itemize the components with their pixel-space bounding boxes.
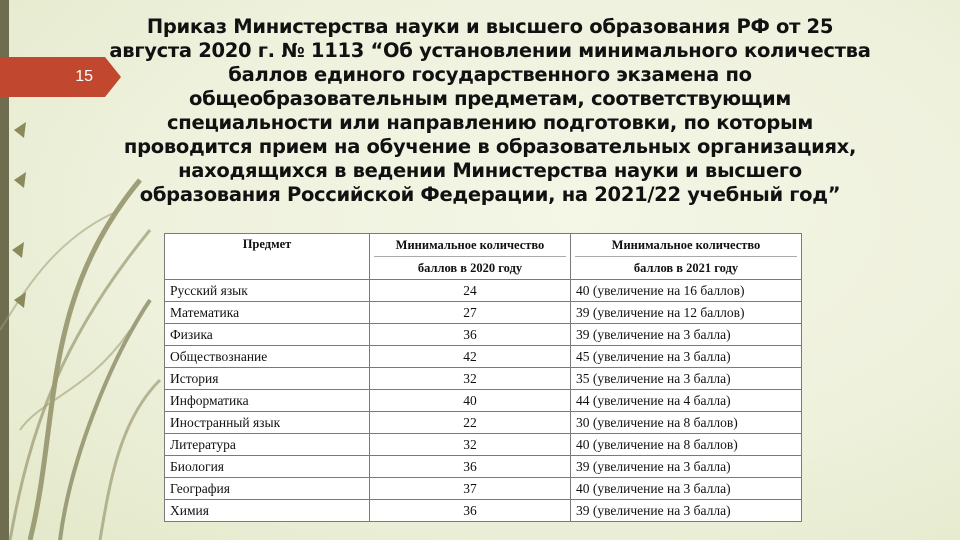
score-2021-cell: 39 (увеличение на 3 балла)	[571, 456, 802, 478]
table-row	[165, 368, 802, 390]
table-row	[165, 302, 802, 324]
subject-cell: Литература	[165, 434, 370, 456]
header-2021	[571, 234, 802, 280]
subject-cell: География	[165, 478, 370, 500]
title-line: общеобразовательным предметам, соответствующим	[188, 87, 792, 110]
score-2020-cell: 42	[370, 346, 571, 368]
title-line: образования Российской Федерации, на 2021/22 учебный год”	[139, 183, 841, 206]
score-2021-cell: 44 (увеличение на 4 балла)	[571, 390, 802, 412]
subject-cell: Биология	[165, 456, 370, 478]
header-2020	[370, 234, 571, 280]
score-2020-cell: 36	[370, 500, 571, 522]
slide-number: 15	[0, 57, 105, 97]
header-2020-line2: баллов в 2020 году	[417, 261, 523, 275]
score-2020-cell: 36	[370, 456, 571, 478]
score-2020-cell: 37	[370, 478, 571, 500]
table-row	[165, 478, 802, 500]
title-line: находящихся в ведении Министерства науки и высшего	[178, 159, 802, 182]
score-2020-cell: 24	[370, 280, 571, 302]
min-scores-table	[164, 233, 802, 522]
score-2021-cell: 39 (увеличение на 3 балла)	[571, 500, 802, 522]
subject-cell: Обществознание	[165, 346, 370, 368]
header-subject: Предмет	[165, 234, 370, 280]
table-row	[165, 346, 802, 368]
title-line: августа 2020 г. № 1113 “Об установлении минимального количества	[109, 39, 871, 62]
table-row	[165, 412, 802, 434]
score-2021-cell: 39 (увеличение на 3 балла)	[571, 324, 802, 346]
score-2020-cell: 36	[370, 324, 571, 346]
score-2021-cell: 45 (увеличение на 3 балла)	[571, 346, 802, 368]
title-line: Приказ Министерства науки и высшего образования РФ от 25	[146, 15, 834, 38]
score-2021-cell: 30 (увеличение на 8 баллов)	[571, 412, 802, 434]
score-2020-cell: 22	[370, 412, 571, 434]
header-2021-line2: баллов в 2021 году	[633, 261, 739, 275]
table-row	[165, 390, 802, 412]
table-row	[165, 434, 802, 456]
title-line: специальности или направлению подготовки, по которым	[167, 111, 813, 134]
table-header-row	[165, 234, 802, 280]
score-2021-cell: 40 (увеличение на 8 баллов)	[571, 434, 802, 456]
header-2021-line1: Минимальное количество	[575, 234, 797, 257]
score-2021-cell: 35 (увеличение на 3 балла)	[571, 368, 802, 390]
subject-cell: История	[165, 368, 370, 390]
slide-title	[105, 15, 875, 207]
score-2021-cell: 40 (увеличение на 16 баллов)	[571, 280, 802, 302]
score-2020-cell: 27	[370, 302, 571, 324]
subject-cell: Иностранный язык	[165, 412, 370, 434]
score-2020-cell: 32	[370, 434, 571, 456]
table-row	[165, 456, 802, 478]
score-2020-cell: 32	[370, 368, 571, 390]
subject-cell: Физика	[165, 324, 370, 346]
table-row	[165, 324, 802, 346]
subject-cell: Информатика	[165, 390, 370, 412]
score-2020-cell: 40	[370, 390, 571, 412]
header-2020-line1: Минимальное количество	[374, 234, 566, 257]
title-line: баллов единого государственного экзамена по	[228, 63, 752, 86]
subject-cell: Химия	[165, 500, 370, 522]
table-row	[165, 500, 802, 522]
subject-cell: Русский язык	[165, 280, 370, 302]
title-line: проводится прием на обучение в образовательных организациях,	[123, 135, 857, 158]
score-2021-cell: 40 (увеличение на 3 балла)	[571, 478, 802, 500]
table-row	[165, 280, 802, 302]
subject-cell: Математика	[165, 302, 370, 324]
score-2021-cell: 39 (увеличение на 12 баллов)	[571, 302, 802, 324]
